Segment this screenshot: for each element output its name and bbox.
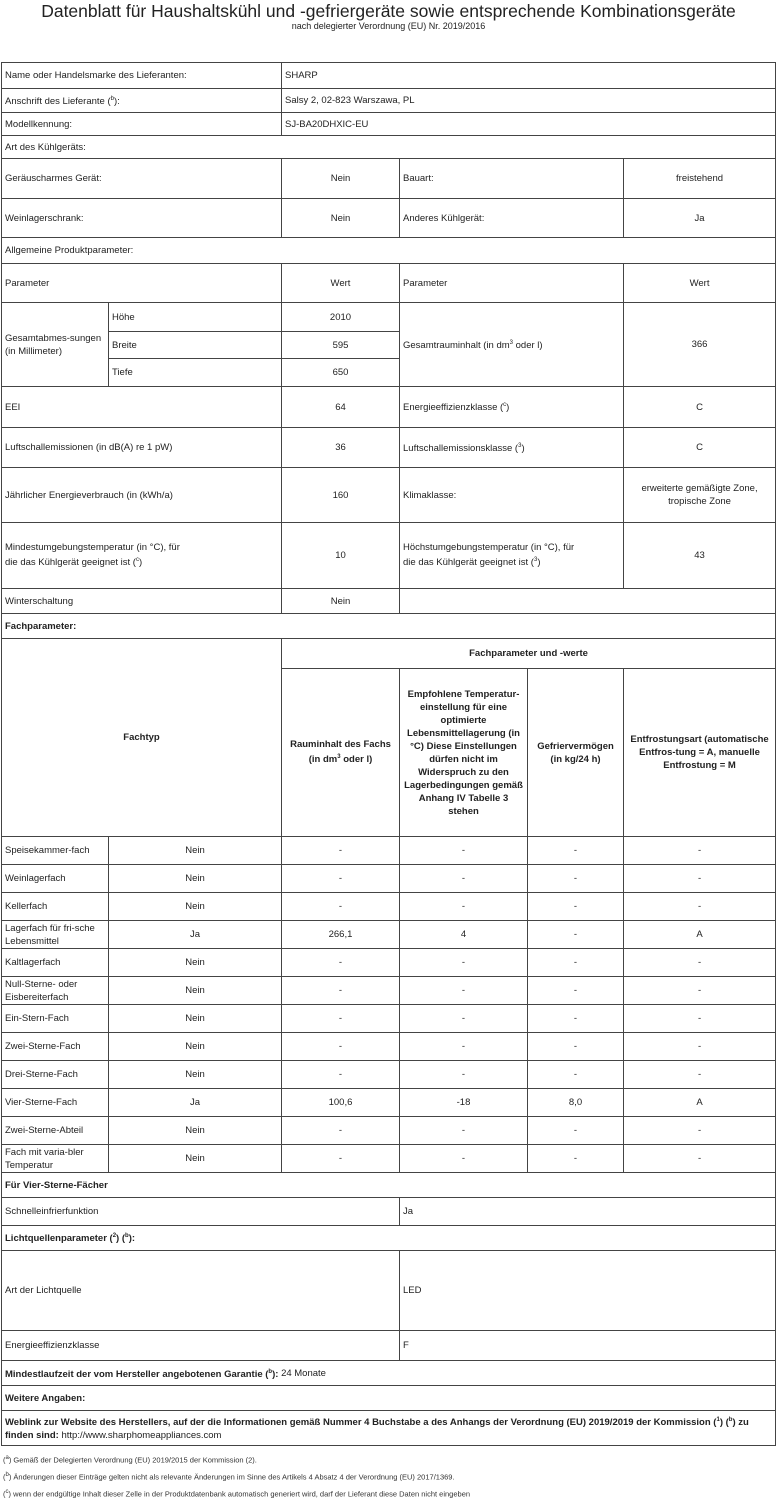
climate-value: erweiterte gemäßigte Zone, tropische Zone (624, 468, 776, 523)
supplier-name-label: Name oder Handelsmarke des Lieferanten: (2, 63, 282, 89)
supplier-address: Salsy 2, 02-823 Warszawa, PL (282, 89, 776, 113)
compartment-volume: - (282, 1033, 400, 1061)
design-value: freistehend (624, 159, 776, 199)
compartment-temp: 4 (400, 921, 528, 949)
page-title: Datenblatt für Haushaltskühl und -gefriergeräte sowie entsprechende Kombinationsgeräte (41, 1, 736, 21)
min-temp-value: 10 (282, 523, 400, 589)
compartment-row (2, 1061, 776, 1089)
depth-label: Tiefe (109, 359, 282, 387)
footnote-c: ($^c$) wenn der endgültige Inhalt dieser Zelle in der Produktdatenbank automatisch generiert wird, darf der Lieferant diese Daten nicht eingeben (3, 1489, 471, 1499)
compartment-defrost: - (624, 1033, 776, 1061)
noise-value: 36 (282, 428, 400, 468)
compartment-name: Weinlagerfach (2, 865, 109, 893)
compartment-freeze: - (528, 949, 624, 977)
compartment-temp: - (400, 1033, 528, 1061)
noise-class-value: C (624, 428, 776, 468)
wine-cabinet-label: Weinlagerschrank: (2, 199, 282, 238)
height-label: Höhe (109, 303, 282, 332)
compartment-present: Nein (109, 893, 282, 921)
compartment-volume: - (282, 837, 400, 865)
section-compartments: Fachparameter: (2, 614, 776, 639)
compartment-row (2, 1033, 776, 1061)
compartment-present: Nein (109, 837, 282, 865)
compartment-present: Ja (109, 1089, 282, 1117)
compartment-row (2, 977, 776, 1005)
light-type-value: LED (400, 1251, 776, 1331)
noise-class-label: Luftschallemissionsklasse ($^3$) (400, 428, 624, 468)
energy-consumption-value: 160 (282, 468, 400, 523)
param-header: Parameter (400, 264, 624, 303)
compartment-temp: - (400, 1145, 528, 1173)
compartment-freeze: 8,0 (528, 1089, 624, 1117)
compartment-defrost: - (624, 1145, 776, 1173)
compartment-row (2, 949, 776, 977)
energy-class-value: C (624, 387, 776, 428)
compartment-freeze: - (528, 837, 624, 865)
compartment-freeze: - (528, 1005, 624, 1033)
datasheet-table (1, 62, 776, 1446)
compartment-present: Nein (109, 1033, 282, 1061)
low-noise-label: Geräuscharmes Gerät: (2, 159, 282, 199)
compartment-temp: - (400, 977, 528, 1005)
compartment-freeze: - (528, 977, 624, 1005)
depth-value: 650 (282, 359, 400, 387)
compartment-group-header: Fachparameter und -werte (282, 639, 776, 669)
compartment-name: Kaltlagerfach (2, 949, 109, 977)
compartment-present: Nein (109, 977, 282, 1005)
compartment-defrost: - (624, 837, 776, 865)
compartment-volume: - (282, 865, 400, 893)
compartment-present: Nein (109, 1117, 282, 1145)
energy-class-label: Energieeffizienzklasse ($^c$) (400, 387, 624, 428)
compartment-row (2, 1117, 776, 1145)
col-freeze-header: Gefriervermögen (in kg/24 h) (528, 669, 624, 837)
noise-label: Luftschallemissionen (in dB(A) re 1 pW) (2, 428, 282, 468)
compartment-volume: - (282, 949, 400, 977)
model-id: SJ-BA20DHXIC-EU (282, 113, 776, 136)
compartment-row (2, 921, 776, 949)
width-value: 595 (282, 332, 400, 359)
compartment-name: Drei-Sterne-Fach (2, 1061, 109, 1089)
compartment-name: Speisekammer-fach (2, 837, 109, 865)
compartment-temp: - (400, 865, 528, 893)
compartment-temp: - (400, 893, 528, 921)
max-temp-label: Höchstumgebungstemperatur (in °C), für die das Kühlgerät geeignet ist ($^3$) (400, 523, 624, 589)
section-general: Allgemeine Produktparameter: (2, 238, 776, 264)
page-subtitle: nach delegierter Verordnung (EU) Nr. 2019/2016 (291, 21, 486, 31)
compartment-temp: - (400, 837, 528, 865)
compartment-defrost: - (624, 949, 776, 977)
width-label: Breite (109, 332, 282, 359)
warranty: Mindestlaufzeit der vom Hersteller angebotenen Garantie ($^b$): 24 Monate (2, 1361, 776, 1386)
compartment-defrost: A (624, 1089, 776, 1117)
compartment-present: Nein (109, 1061, 282, 1089)
compartment-volume: 266,1 (282, 921, 400, 949)
section-four-star: Für Vier-Sterne-Fächer (2, 1173, 776, 1198)
compartment-freeze: - (528, 865, 624, 893)
section-light: Lichtquellenparameter ($^2$) ($^b$): (2, 1226, 776, 1251)
compartment-present: Nein (109, 1145, 282, 1173)
compartment-name: Zwei-Sterne-Abteil (2, 1117, 109, 1145)
footnote-a: ($^a$) Gemäß der Delegierten Verordnung (EU) 2019/2015 der Kommission (2). (3, 1455, 257, 1465)
compartment-volume: - (282, 1005, 400, 1033)
compartment-row (2, 893, 776, 921)
compartment-defrost: - (624, 1117, 776, 1145)
value-header: Wert (282, 264, 400, 303)
light-class-label: Energieeffizienzklasse (2, 1331, 400, 1361)
energy-consumption-label: Jährlicher Energieverbrauch (in (kWh/a) (2, 468, 282, 523)
low-noise-value: Nein (282, 159, 400, 199)
compartment-volume: - (282, 1117, 400, 1145)
compartment-name: Ein-Stern-Fach (2, 1005, 109, 1033)
compartment-present: Ja (109, 921, 282, 949)
compartment-present: Nein (109, 1005, 282, 1033)
winter-label: Winterschaltung (2, 589, 282, 614)
compartment-present: Nein (109, 865, 282, 893)
col-volume-header: Rauminhalt des Fachs (in $dm^3$ oder l) (282, 669, 400, 837)
quick-freeze-label: Schnelleinfrierfunktion (2, 1198, 400, 1226)
compartment-defrost: A (624, 921, 776, 949)
compartment-temp: - (400, 1005, 528, 1033)
light-type-label: Art der Lichtquelle (2, 1251, 400, 1331)
height-value: 2010 (282, 303, 400, 332)
climate-label: Klimaklasse: (400, 468, 624, 523)
supplier-address-label: Anschrift des Lieferante ($^b$): (2, 89, 282, 113)
compartment-temp: -18 (400, 1089, 528, 1117)
dims-label: Gesamtabmes-sungen (in Millimeter) (2, 303, 109, 387)
compartment-temp: - (400, 1061, 528, 1089)
manufacturer-link[interactable]: http://www.sharphomeappliances.com (58, 1430, 222, 1442)
compartment-defrost: - (624, 893, 776, 921)
compartment-freeze: - (528, 1033, 624, 1061)
compartment-temp: - (400, 949, 528, 977)
compartment-row (2, 1005, 776, 1033)
supplier-name: SHARP (282, 63, 776, 89)
compartment-freeze: - (528, 893, 624, 921)
param-header: Parameter (2, 264, 282, 303)
compartment-name: Fach mit varia-bler Temperatur (2, 1145, 109, 1173)
section-type: Art des Kühlgeräts: (2, 136, 776, 159)
compartment-name: Null-Sterne- oder Eisbereiterfach (2, 977, 109, 1005)
col-defrost-header: Entfrostungsart (automatische Entfros-tung = A, manuelle Entfrostung = M (624, 669, 776, 837)
compartment-defrost: - (624, 1061, 776, 1089)
compartment-freeze: - (528, 1061, 624, 1089)
compartment-defrost: - (624, 1005, 776, 1033)
volume-value: 366 (624, 303, 776, 387)
section-more: Weitere Angaben: (2, 1386, 776, 1411)
compartment-volume: - (282, 1061, 400, 1089)
value-header: Wert (624, 264, 776, 303)
model-label: Modellkennung: (2, 113, 282, 136)
design-label: Bauart: (400, 159, 624, 199)
compartment-freeze: - (528, 921, 624, 949)
footnote-b: ($^b$) Änderungen dieser Einträge gelten nicht als relevante Änderungen im Sinne des Artikels 4 Absatz 4 der Verordnung (EU) 2017/1369. (3, 1472, 455, 1482)
compartment-name: Vier-Sterne-Fach (2, 1089, 109, 1117)
compartment-freeze: - (528, 1145, 624, 1173)
compartment-temp: - (400, 1117, 528, 1145)
other-label: Anderes Kühlgerät: (400, 199, 624, 238)
light-class-value: F (400, 1331, 776, 1361)
compartment-row (2, 1145, 776, 1173)
compartment-row (2, 837, 776, 865)
compartment-volume: - (282, 1145, 400, 1173)
eei-value: 64 (282, 387, 400, 428)
compartment-name: Kellerfach (2, 893, 109, 921)
compartment-volume: - (282, 977, 400, 1005)
compartment-present: Nein (109, 949, 282, 977)
compartment-defrost: - (624, 865, 776, 893)
compartment-row (2, 865, 776, 893)
weblink: Weblink zur Website des Herstellers, auf der die Informationen gemäß Nummer 4 Buchstabe a des Anhangs der Verordnung (EU) 2019/2019 der Kommission ($^1$) ($^b$) zu finden sind: http://www.sharphomeappliances.com (2, 1411, 776, 1446)
winter-value: Nein (282, 589, 400, 614)
compartment-volume: - (282, 893, 400, 921)
max-temp-value: 43 (624, 523, 776, 589)
other-value: Ja (624, 199, 776, 238)
min-temp-label: Mindestumgebungstemperatur (in °C), für die das Kühlgerät geeignet ist ($^c$) (2, 523, 282, 589)
compartment-volume: 100,6 (282, 1089, 400, 1117)
compartment-freeze: - (528, 1117, 624, 1145)
wine-cabinet-value: Nein (282, 199, 400, 238)
quick-freeze-value: Ja (400, 1198, 776, 1226)
compartment-type-header: Fachtyp (2, 639, 282, 837)
compartment-row (2, 1089, 776, 1117)
volume-label: Gesamtrauminhalt (in $dm^3$ oder l) (400, 303, 624, 387)
eei-label: EEI (2, 387, 282, 428)
compartment-name: Lagerfach für fri-sche Lebensmittel (2, 921, 109, 949)
compartment-defrost: - (624, 977, 776, 1005)
compartment-name: Zwei-Sterne-Fach (2, 1033, 109, 1061)
col-temp-header: Empfohlene Temperatur-einstellung für eine optimierte Lebensmittellagerung (in °C) Diese Einstellungen dürfen nicht im Widerspruch zu den Lagerbedingungen gemäß Anhang IV Tabelle 3 stehen (400, 669, 528, 837)
